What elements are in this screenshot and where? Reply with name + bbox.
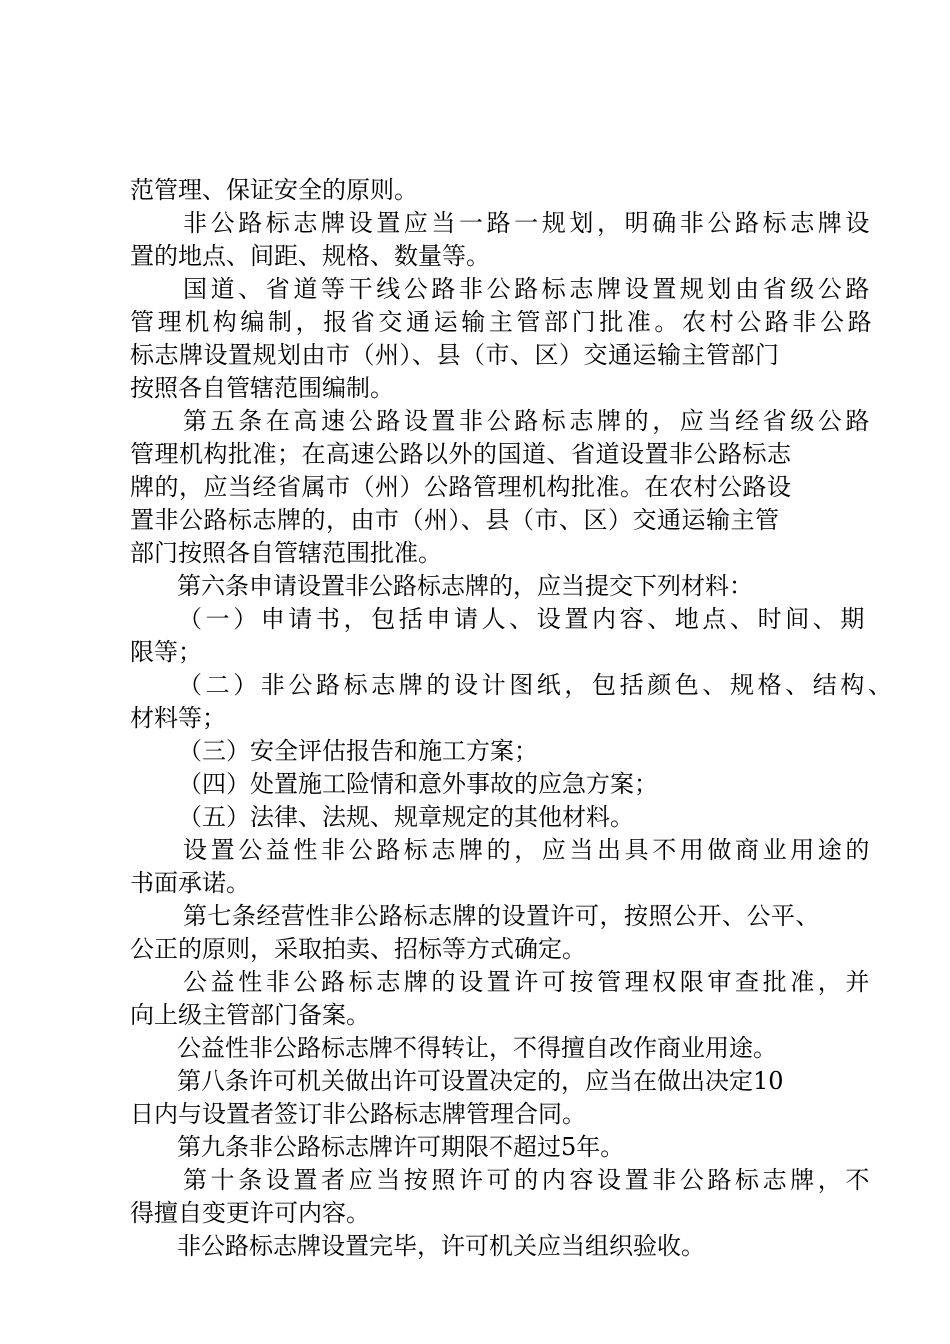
text-line: 国道、省道等干线公路非公路标志牌设置规划由省级公路 [183,275,873,303]
text-line: （四）处置施工险情和意外事故的应急方案； [178,770,658,798]
text-line: 材料等； [130,704,226,732]
text-line: 第九条非公路标志牌许可期限不超过5年。 [177,1133,625,1161]
text-line: 公正的原则，采取拍卖、招标等方式确定。 [130,935,586,963]
text-line: （二）非公路标志牌的设计图纸，包括颜色、规格、结构、 [178,671,896,699]
text-line: 牌的，应当经省属市（州）公路管理机构批准。在农村公路设 [130,473,792,501]
text-line: 公益性非公路标志牌不得转让，不得擅自改作商业用途。 [177,1034,777,1062]
text-line: 第十条设置者应当按照许可的内容设置非公路标志牌，不 [183,1166,873,1194]
text-line: 限等； [130,638,202,666]
text-line: 日内与设置者签订非公路标志牌管理合同。 [130,1100,586,1128]
text-line: 置非公路标志牌的，由市（州）、县（市、区）交通运输主管 [130,506,780,534]
text-line: 第八条许可机关做出许可设置决定的，应当在做出决定10 [177,1067,784,1095]
text-line: （三）安全评估报告和施工方案； [178,737,538,765]
text-line: 第六条申请设置非公路标志牌的，应当提交下列材料： [177,572,753,600]
text-line: 部门按照各自管辖范围批准。 [130,539,442,567]
text-line: 管理机构批准；在高速公路以外的国道、省道设置非公路标志 [130,440,792,468]
text-line: 管理机构编制，报省交通运输主管部门批准。农村公路非公路 [130,308,876,336]
text-line: （五）法律、法规、规章规定的其他材料。 [178,803,634,831]
text-line: 第七条经营性非公路标志牌的设置许可，按照公开、公平、 [183,902,820,930]
text-line: 第五条在高速公路设置非公路标志牌的，应当经省级公路 [183,407,873,435]
text-line: 公益性非公路标志牌的设置许可按管理权限审查批准，并 [183,968,873,996]
text-line: 非公路标志牌设置完毕，许可机关应当组织验收。 [177,1232,705,1260]
text-line: 向上级主管部门备案。 [130,1001,370,1029]
text-line: 非公路标志牌设置应当一路一规划，明确非公路标志牌设 [183,209,873,237]
text-line: （一）申请书，包括申请人、设置内容、地点、时间、期 [178,605,868,633]
document-body [130,174,896,1263]
text-line: 设置公益性非公路标志牌的，应当出具不用做商业用途的 [183,836,873,864]
text-line: 范管理、保证安全的原则。 [130,176,418,204]
text-line: 按照各自管辖范围编制。 [130,374,394,402]
text-line: 标志牌设置规划由市（州）、县（市、区）交通运输主管部门 [130,341,780,369]
text-line: 得擅自变更许可内容。 [130,1199,370,1227]
text-line: 书面承诺。 [130,869,250,897]
text-line: 置的地点、间距、规格、数量等。 [130,242,490,270]
